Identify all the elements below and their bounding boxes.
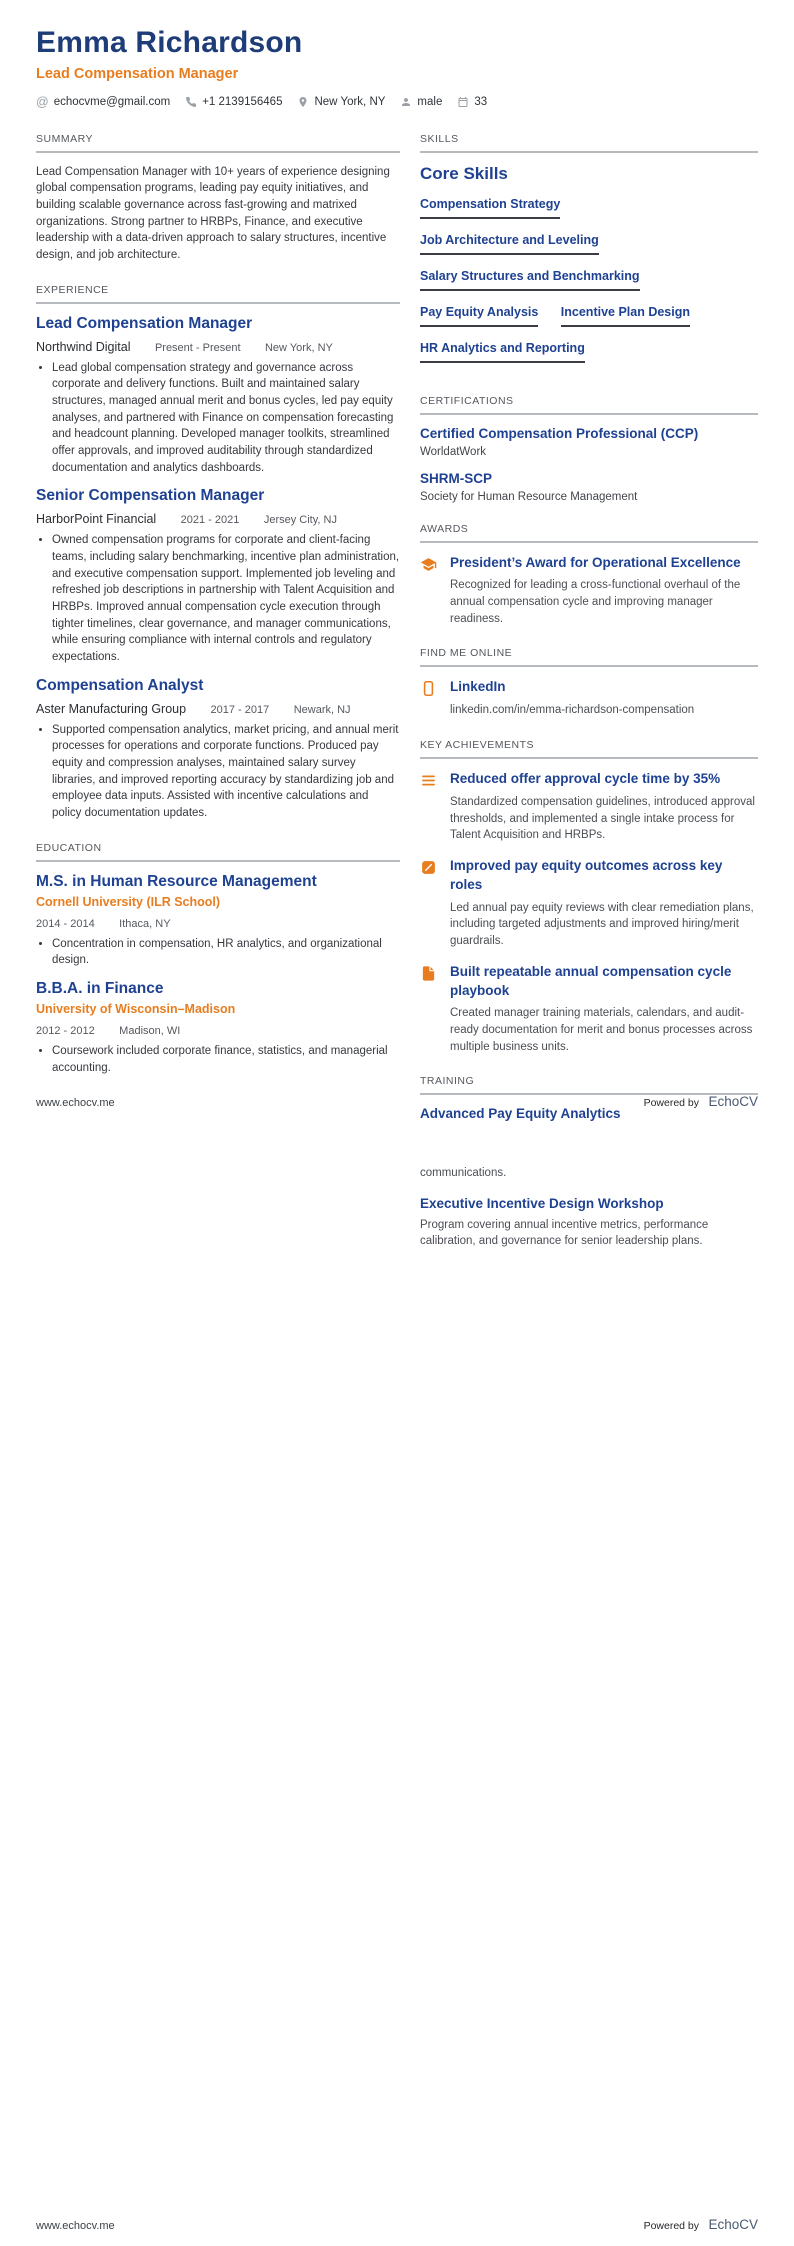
achievement-description: Led annual pay equity reviews with clear remediation plans, including targeted adjustments and improved hiring/merit guardrails.: [450, 901, 754, 947]
award-item: [420, 554, 758, 628]
skill-chip: Job Architecture and Leveling: [420, 233, 599, 255]
skills-heading: SKILLS: [420, 133, 758, 153]
skill-chip: Pay Equity Analysis: [420, 305, 538, 327]
gender-text: male: [417, 96, 443, 109]
job-bullet: • Owned compensation programs for corporate and client-facing teams, including salary benchmarking, incentive plan administration, and executive compensation support. Implemented job leveling and refreshed job descriptions in partnership with Talent Acquisition and HRBPs. Improved annual compensation cycle execution through tighter timelines, clear governance, and manager communications, while ensuring compliance with internal controls and regulatory expectations.: [52, 532, 400, 665]
job-bullet: • Lead global compensation strategy and governance across corporate and delivery functions. Built and maintained salary structures, managed annual merit and bonus cycles, led pay equity analyses, and partnered with Finance on compensation forecasting and headcount planning. Developed manager toolkits, streamlined offer approvals, and improved auditability through standardized documentation and analytics dashboards.: [52, 360, 400, 477]
summary-heading: SUMMARY: [36, 133, 400, 153]
award-title: President’s Award for Operational Excellence: [450, 554, 741, 570]
left-column: [36, 133, 400, 1181]
job-location: New York, NY: [264, 341, 333, 354]
experience-item: [36, 677, 400, 822]
find-me-online-section: [420, 647, 758, 719]
contact-age: [457, 96, 487, 108]
resume-page-2: [0, 1123, 794, 2246]
certification-issuer: Society for Human Resource Management: [420, 490, 638, 503]
degree: B.B.A. in Finance: [36, 979, 164, 997]
person-title: Lead Compensation Manager: [36, 66, 239, 82]
certifications-section: [420, 395, 758, 503]
graduation-cap-icon: [420, 554, 437, 628]
at-icon: @: [36, 95, 49, 109]
brand-link[interactable]: EchoCV: [708, 2217, 758, 2232]
person-name: Emma Richardson: [36, 26, 303, 59]
summary-section: [36, 133, 400, 264]
achievement-item: [420, 963, 758, 1056]
education-bullet: • Concentration in compensation, HR analytics, and organizational design.: [52, 936, 400, 969]
edit-note-icon: [420, 857, 437, 950]
training-title: Executive Incentive Design Workshop: [420, 1195, 664, 1211]
right-column: [420, 133, 758, 1181]
phone-icon: [185, 96, 197, 108]
achievement-title: Improved pay equity outcomes across key roles: [450, 857, 723, 892]
skills-group-title: Core Skills: [420, 163, 508, 183]
experience-item: [36, 487, 400, 665]
achievement-title: Reduced offer approval cycle time by 35%: [450, 770, 721, 786]
degree: M.S. in Human Resource Management: [36, 872, 317, 890]
achievement-title: Built repeatable annual compensation cycle playbook: [450, 963, 732, 998]
awards-heading: AWARDS: [420, 523, 758, 543]
certifications-heading: CERTIFICATIONS: [420, 395, 758, 415]
page-footer: [36, 2216, 758, 2234]
skills-section: [420, 133, 758, 375]
awards-section: [420, 523, 758, 628]
contact-gender: [400, 96, 442, 108]
powered-by-label: Powered by: [643, 2220, 700, 2232]
phone-text: +1 2139156465: [202, 96, 283, 109]
training-description: Program covering annual incentive metrics, performance calibration, and governance for senior leadership plans.: [420, 1218, 709, 1248]
phone-outline-icon: [420, 678, 437, 719]
powered-by-label: Powered by: [643, 1097, 700, 1109]
certification-item: [420, 471, 758, 503]
education-item: [36, 980, 400, 1076]
skills-list: [420, 195, 758, 375]
job-dates: Present - Present: [154, 341, 241, 354]
job-title: Senior Compensation Manager: [36, 487, 265, 505]
job-company: Northwind Digital: [36, 339, 131, 354]
certification-name: Certified Compensation Professional (CCP): [420, 425, 699, 441]
skill-chip: Compensation Strategy: [420, 197, 560, 219]
profile-label[interactable]: LinkedIn: [450, 679, 506, 695]
summary-text: Lead Compensation Manager with 10+ years of experience designing global compensation programs, leading pay equity initiatives, and building scalable governance across fast-growing and matrixed organizations. Strong partner to HRBPs, Finance, and executive leadership with a data-driven approach to salary structures, incentive design, and job architecture.: [36, 165, 390, 261]
training-title: Advanced Pay Equity Analytics: [420, 1106, 621, 1122]
education-section: [36, 842, 400, 1077]
job-location: Newark, NJ: [293, 703, 351, 716]
experience-heading: EXPERIENCE: [36, 284, 400, 304]
achievement-description: Standardized compensation guidelines, introduced approval thresholds, and implemented a single intake process for Talent Acquisition and HRBPs.: [450, 795, 755, 842]
experience-section: [36, 284, 400, 822]
profile-url[interactable]: linkedin.com/in/emma-richardson-compensation: [450, 704, 695, 717]
job-location: Jersey City, NJ: [263, 514, 337, 527]
key-achievements-section: [420, 739, 758, 1056]
award-description: Recognized for leading a cross-functional overhaul of the annual compensation cycle and improving manager readiness.: [450, 579, 741, 625]
education-dates: 2014 - 2014: [36, 917, 95, 930]
skill-chip: Incentive Plan Design: [561, 305, 690, 327]
certification-name: SHRM-SCP: [420, 470, 493, 486]
education-heading: EDUCATION: [36, 842, 400, 862]
certification-item: [420, 426, 758, 458]
job-company: Aster Manufacturing Group: [36, 701, 187, 716]
email-text: echocvme@gmail.com: [53, 96, 171, 109]
job-company: HarborPoint Financial: [36, 512, 157, 527]
education-location: Ithaca, NY: [119, 917, 171, 930]
school-name: Cornell University (ILR School): [36, 894, 221, 909]
key-achievements-heading: KEY ACHIEVEMENTS: [420, 739, 758, 759]
training-description-continued: communications.: [420, 1167, 507, 1179]
right-column-continued: [420, 1165, 758, 1263]
age-text: 33: [474, 96, 488, 109]
achievement-item: [420, 770, 758, 844]
brand-link[interactable]: EchoCV: [708, 1094, 758, 1109]
experience-item: [36, 315, 400, 477]
training-item: [420, 1196, 758, 1250]
contact-phone: [185, 96, 282, 108]
achievement-item: [420, 857, 758, 950]
certification-issuer: WorldatWork: [420, 445, 487, 458]
location-pin-icon: [297, 96, 309, 108]
location-text: New York, NY: [314, 96, 386, 109]
education-dates: 2012 - 2012: [36, 1024, 95, 1037]
page-footer: [36, 1093, 758, 1111]
job-title: Lead Compensation Manager: [36, 314, 253, 332]
education-bullet: • Coursework included corporate finance, statistics, and managerial accounting.: [52, 1043, 400, 1076]
skill-chip: Salary Structures and Benchmarking: [420, 269, 640, 291]
menu-lines-icon: [420, 770, 437, 844]
contact-location: [297, 96, 385, 108]
online-profile-item: [420, 678, 758, 719]
job-dates: 2017 - 2017: [210, 703, 270, 716]
job-dates: 2021 - 2021: [180, 514, 240, 527]
job-bullet: • Supported compensation analytics, market pricing, and annual merit processes for operations and corporate functions. Produced pay equity and compression analyses, maintained salary survey libraries, and improved reporting accuracy by standardizing job and employee data inputs. Assisted with incentive calculations and policy documentation updates.: [52, 722, 400, 822]
resume-header: [0, 0, 794, 109]
contact-email[interactable]: [36, 96, 170, 109]
calendar-icon: [457, 96, 469, 108]
document-icon: [420, 963, 437, 1056]
training-heading: TRAINING: [420, 1075, 758, 1095]
school-name: University of Wisconsin–Madison: [36, 1001, 236, 1016]
contact-row: [36, 96, 758, 109]
education-location: Madison, WI: [119, 1024, 181, 1037]
job-title: Compensation Analyst: [36, 676, 204, 694]
achievement-description: Created manager training materials, calendars, and audit-ready documentation for merit and bonus processes across multiple business units.: [450, 1007, 753, 1053]
person-icon: [400, 96, 412, 108]
footer-site-link[interactable]: www.echocv.me: [36, 2220, 115, 2232]
find-me-online-heading: FIND ME ONLINE: [420, 647, 758, 667]
education-item: [36, 873, 400, 969]
footer-site-link[interactable]: www.echocv.me: [36, 1097, 115, 1109]
skill-chip: HR Analytics and Reporting: [420, 341, 585, 363]
